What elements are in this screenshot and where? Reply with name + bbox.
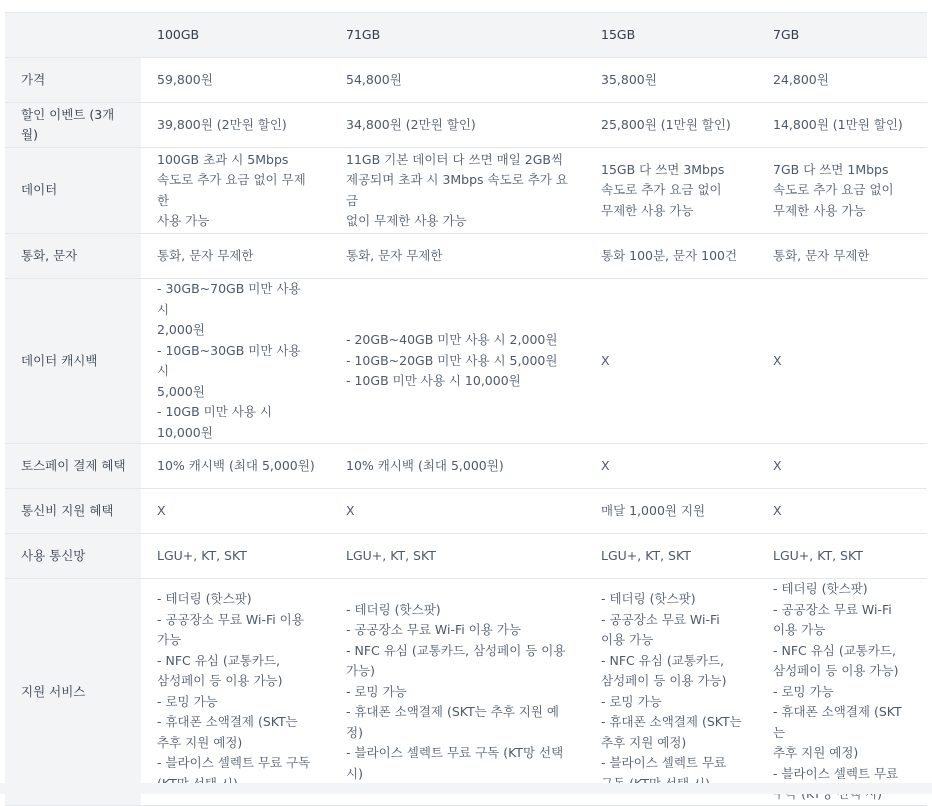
cell-network-100gb: LGU+, KT, SKT [141,534,330,579]
page-bottom-strip [0,783,932,794]
row-label-discount-event: 할인 이벤트 (3개월) [5,103,141,148]
cell-calls-7gb: 통화, 문자 무제한 [757,234,927,279]
plan-header-100gb: 100GB [141,13,330,58]
row-label-data: 데이터 [5,148,141,234]
row-data-cashback [5,279,927,444]
row-label-price: 가격 [5,58,141,103]
plan-comparison-table [5,12,927,806]
cell-data-7gb: 7GB 다 쓰면 1Mbps 속도로 추가 요금 없이 무제한 사용 가능 [757,148,927,234]
row-label-tosspay-benefit: 토스페이 결제 혜택 [5,444,141,489]
row-price [5,58,927,103]
row-discount-event [5,103,927,148]
cell-support-7gb: X [757,489,927,534]
cell-cashback-71gb: - 20GB~40GB 미만 사용 시 2,000원 - 10GB~20GB 미만 사용 시 5,000원 - 10GB 미만 사용 시 10,000원 [330,279,585,444]
row-tosspay-benefit [5,444,927,489]
row-label-network: 사용 통신망 [5,534,141,579]
row-calls-texts [5,234,927,279]
row-label-services: 지원 서비스 [5,579,141,806]
cell-cashback-15gb: X [585,279,757,444]
cell-network-15gb: LGU+, KT, SKT [585,534,757,579]
cell-discount-71gb: 34,800원 (2만원 할인) [330,103,585,148]
cell-data-71gb: 11GB 기본 데이터 다 쓰면 매일 2GB씩 제공되며 초과 시 3Mbps 속도로 추가 요금 없이 무제한 사용 가능 [330,148,585,234]
cell-tosspay-15gb: X [585,444,757,489]
cell-price-7gb: 24,800원 [757,58,927,103]
cell-price-71gb: 54,800원 [330,58,585,103]
table-header-row [5,13,927,58]
cell-cashback-100gb: - 30GB~70GB 미만 사용 시 2,000원 - 10GB~30GB 미만 사용 시 5,000원 - 10GB 미만 사용 시 10,000원 [141,279,330,444]
row-label-data-cashback: 데이터 캐시백 [5,279,141,444]
cell-support-100gb: X [141,489,330,534]
cell-calls-71gb: 통화, 문자 무제한 [330,234,585,279]
row-services [5,579,927,806]
cell-calls-100gb: 통화, 문자 무제한 [141,234,330,279]
cell-tosspay-100gb: 10% 캐시백 (최대 5,000원) [141,444,330,489]
cell-cashback-7gb: X [757,279,927,444]
plan-header-7gb: 7GB [757,13,927,58]
cell-network-7gb: LGU+, KT, SKT [757,534,927,579]
cell-services-71gb: - 테더링 (핫스팟) - 공공장소 무료 Wi-Fi 이용 가능 - NFC 유심 (교통카드, 삼성페이 등 이용 가능) - 로밍 가능 - 휴대폰 소액결제 (SKT는 추후 지원 예정) - 블라이스 셀렉트 무료 구독 (KT망 선택 시) [330,579,585,806]
cell-discount-100gb: 39,800원 (2만원 할인) [141,103,330,148]
cell-price-100gb: 59,800원 [141,58,330,103]
header-corner-cell [5,13,141,58]
cell-discount-7gb: 14,800원 (1만원 할인) [757,103,927,148]
row-network [5,534,927,579]
cell-services-7gb: - 테더링 (핫스팟) - 공공장소 무료 Wi-Fi 이용 가능 - NFC 유심 (교통카드, 삼성페이 등 이용 가능) - 로밍 가능 - 휴대폰 소액결제 (SKT는 추후 지원 예정) - 블라이스 셀렉트 무료 [757,579,927,806]
cell-calls-15gb: 통화 100분, 문자 100건 [585,234,757,279]
cell-tosspay-71gb: 10% 캐시백 (최대 5,000원) [330,444,585,489]
plan-header-15gb: 15GB [585,13,757,58]
row-label-calls-texts: 통화, 문자 [5,234,141,279]
plan-header-71gb: 71GB [330,13,585,58]
row-label-telecom-support: 통신비 지원 혜택 [5,489,141,534]
plan-comparison [5,12,927,806]
cell-network-71gb: LGU+, KT, SKT [330,534,585,579]
cell-tosspay-7gb: X [757,444,927,489]
cell-data-100gb: 100GB 초과 시 5Mbps 속도로 추가 요금 없이 무제한 사용 가능 [141,148,330,234]
cell-price-15gb: 35,800원 [585,58,757,103]
cell-support-71gb: X [330,489,585,534]
row-data [5,148,927,234]
cell-services-15gb: - 테더링 (핫스팟) - 공공장소 무료 Wi-Fi 이용 가능 - NFC 유심 (교통카드, 삼성페이 등 이용 가능) - 로밍 가능 - 휴대폰 소액결제 (SKT는 추후 지원 예정) - 블라이스 셀렉트 무료 [585,579,757,806]
row-telecom-support [5,489,927,534]
cell-discount-15gb: 25,800원 (1만원 할인) [585,103,757,148]
cell-support-15gb: 매달 1,000원 지원 [585,489,757,534]
cell-data-15gb: 15GB 다 쓰면 3Mbps 속도로 추가 요금 없이 무제한 사용 가능 [585,148,757,234]
cell-services-100gb: - 테더링 (핫스팟) - 공공장소 무료 Wi-Fi 이용 가능 - NFC 유심 (교통카드, 삼성페이 등 이용 가능) - 로밍 가능 - 휴대폰 소액결제 (SKT는 추후 지원 예정) - 블라이스 셀렉트 무료 구독 [141,579,330,806]
